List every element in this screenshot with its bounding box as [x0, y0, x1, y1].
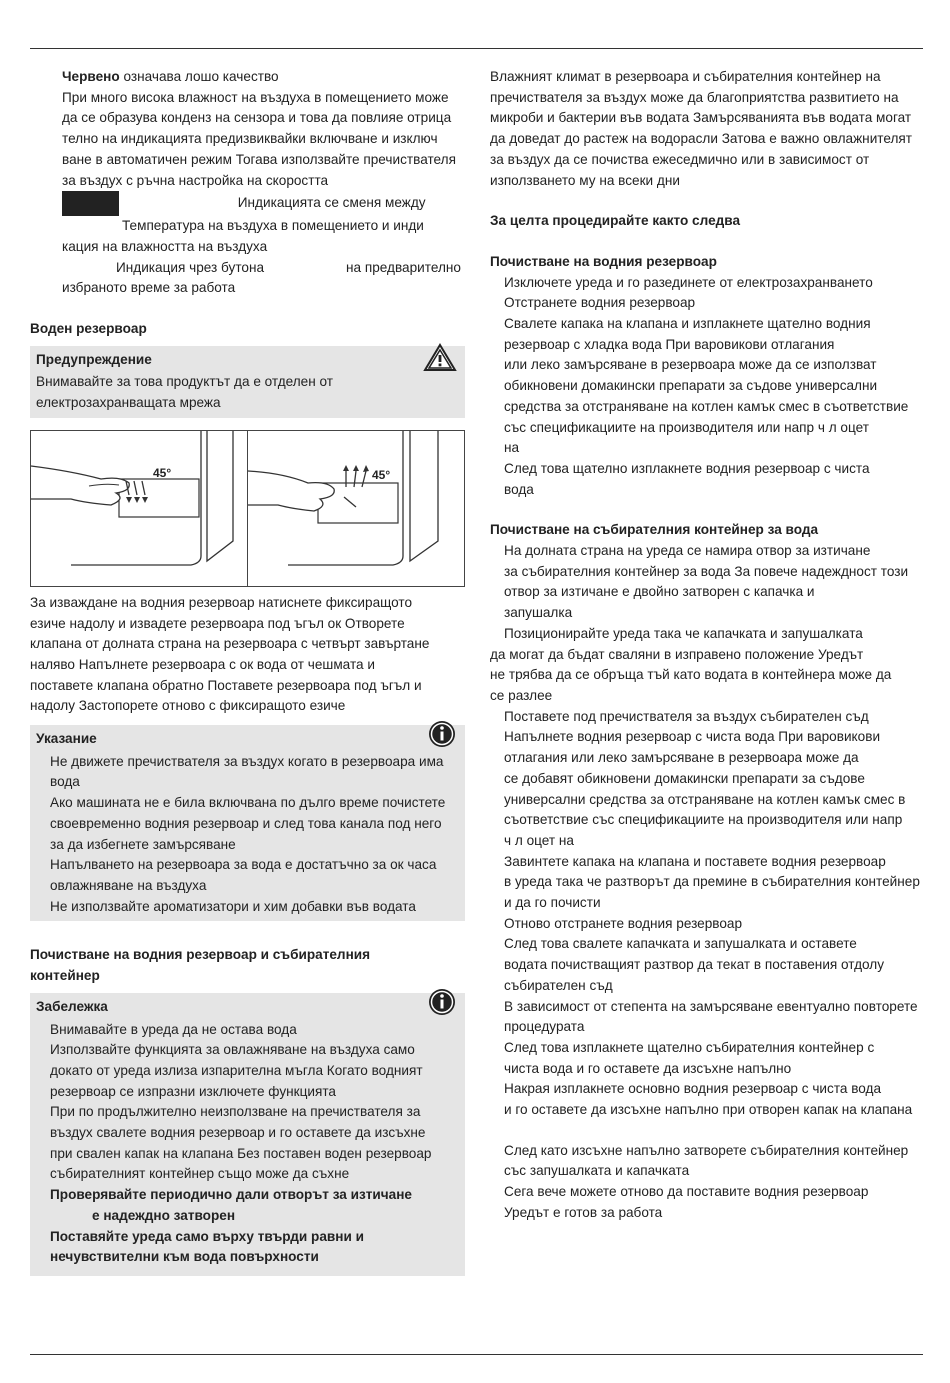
text-line: събирателен съд [504, 977, 613, 993]
remark-box [30, 993, 465, 1276]
text-line: процедурата [504, 1019, 585, 1035]
text-line: отлагания или леко замърсяване в резервоара може да [504, 750, 859, 766]
right-column [490, 67, 925, 1224]
top-rule [30, 48, 923, 49]
tank-clean-steps [490, 273, 925, 501]
text-line: Напълнете водния резервоар с чиста вода При варовикови [504, 729, 881, 745]
text-line: електрозахранващата мрежа [36, 395, 221, 411]
text-line: чиста вода и го оставете да изсъхне напълно [504, 1060, 792, 1076]
text-line: Използвайте функцията за овлажняване на въздуха само [50, 1042, 415, 1058]
display-line-1 [30, 191, 465, 216]
text-line: Изключете уреда и го разединете от електрозахранването [504, 274, 873, 290]
text-line: се добавят обикновени домакински препарати за съдове [504, 770, 865, 786]
text-line: съответствие със спецификациите на производителя или напр [504, 812, 903, 828]
text-line: със спецификациите на производителя или напр ч л оцет [504, 419, 869, 435]
text-line: водата почистващият разтвор да текат в поставения отдолу [504, 957, 885, 973]
text-line: на [504, 440, 520, 456]
text-line: поставете клапана обратно Поставете резервоара под ъгъл и [30, 677, 422, 693]
text-line: вода [504, 481, 534, 497]
display-text-1: Индикацията се сменя между [237, 195, 426, 211]
text-line: универсални средства за отстраняване на котлен камък смес в [504, 791, 906, 807]
bold-text-line: Проверявайте периодично дали отворът за изтичане [50, 1187, 412, 1203]
text-line: След това щателно изплакнете водния резервоар с чиста [504, 460, 870, 476]
display-line-2 [30, 216, 465, 237]
text-line: Уредът е готов за работа [504, 1204, 663, 1220]
text-line: Накрая изплакнете основно водния резервоар с чиста вода [504, 1081, 882, 1097]
text-line: езиче надолу и извадете резервоара под ъгъл ок Отворете [30, 615, 405, 631]
red-text: означава лошо качество [119, 69, 279, 84]
container-heading: Почистване на събирателния контейнер за вода [490, 522, 819, 538]
text-line: и да го почисти [504, 895, 601, 911]
text-line: Не движете пречиствателя за въздух когато в резервоара има [50, 753, 444, 769]
text-line: в уреда така че разтворът да премине в събирателния контейнер [504, 874, 920, 890]
text-line: да доведат до растеж на водорасли Затова е важно овлажнителят [490, 131, 912, 147]
warning-title: Предупреждение [36, 351, 152, 367]
bold-text-line: Поставяйте уреда само върху твърди равни и [50, 1228, 364, 1244]
tank-removal-figures [30, 430, 465, 587]
text-line: да се образува конденз на сензора и това да повлияе отрица [62, 110, 452, 126]
text-line: Внимавайте за това продуктът да е отделен от [36, 374, 333, 390]
text-line: да могат да бъдат сваляни в изправено положение Уредът [490, 646, 864, 662]
text-line: Отстранете водния резервоар [504, 295, 696, 311]
text-line: не трябва да се обръща тъй като водата в контейнера може да [490, 667, 892, 683]
display-text-2: Температура на въздуха в помещението и инди [122, 218, 424, 234]
text-line: резервоар се изпразни изключете функцията [50, 1083, 336, 1099]
removal-paragraph [30, 593, 465, 717]
note-title: Указание [36, 731, 97, 747]
text-line: След като изсъхне напълно затворете събирателния контейнер [504, 1142, 909, 1158]
display-line-3: кация на влажността на въздуха [62, 238, 268, 254]
text-line: обикновени домакински препарати за съдове универсални [504, 378, 878, 394]
figure-press-tab [31, 431, 247, 586]
figure-pull-out [247, 431, 464, 586]
text-line: вода [50, 774, 80, 790]
text-line: отвор за изтичане е двойно затворен с капачка и [504, 584, 815, 600]
text-line: Внимавайте в уреда да не остава вода [50, 1021, 297, 1037]
text-line: за въздух да се почиства ежеседмично или в зависимост от [490, 151, 870, 167]
text-line: събирателният контейнер също може да съхне [50, 1166, 350, 1182]
text-line: телно на индикацията предизвиквайки включване и изключ [62, 131, 438, 147]
container-steps [490, 541, 925, 1224]
tank-heading: Воден резервоар [30, 321, 147, 337]
bold-text-line: нечувствителни към вода повърхности [50, 1249, 319, 1265]
warning-triangle-icon [423, 342, 457, 379]
text-line: своевременно водния резервоар и след това канала под него [50, 815, 442, 831]
procedure-heading: За целта процедирайте както следва [490, 213, 741, 229]
timer-text-b: на предварително [346, 259, 461, 275]
angle-label: 45° [372, 467, 391, 482]
text-line: За изваждане на водния резервоар натиснете фиксиращото [30, 594, 413, 610]
text-line: На долната страна на уреда се намира отвор за изтичане [504, 543, 871, 559]
text-line: При по продължително неизползване на пречиствателя за [50, 1104, 421, 1120]
text-line: наляво Напълнете резервоара с ок вода от чешмата и [30, 656, 375, 672]
text-line: Свалете капака на клапана и изплакнете щателно водния [504, 316, 871, 332]
text-line: ч л оцет на [504, 832, 574, 848]
text-line: въздух свалете водния резервоар и го оставете да изсъхне [50, 1125, 426, 1141]
text-line: Поставете под пречиствателя за въздух събирателен съд [504, 708, 869, 724]
text-line: за въздух с ръчна настройка на скоростта [62, 172, 329, 188]
text-line: овлажняване на въздуха [50, 877, 207, 893]
text-line: използването му на всеки дни [490, 172, 680, 188]
text-line: за да избегнете замърсяване [50, 836, 236, 852]
text-line: със запушалката и капачката [504, 1163, 690, 1179]
red-label: Червено [62, 69, 120, 84]
info-icon [427, 987, 457, 1024]
text-line: След това изплакнете щателно събирателния контейнер с [504, 1039, 875, 1055]
red-quality-line [30, 67, 465, 88]
text-line: микроби и бактерии във водата Замърсяванията във водата могат [490, 110, 912, 126]
text-line: Завинтете капака на клапана и поставете водния резервоар [504, 853, 886, 869]
timer-line-2: избраното време за работа [62, 280, 236, 296]
warning-box [30, 346, 465, 418]
cleaning-heading-line-1: Почистване на водния резервоар и събирателния [30, 947, 371, 963]
text-line: докато от уреда излиза изпарителна мъгла Когато водният [50, 1062, 423, 1078]
text-line: Сега вече можете отново да поставите водния резервоар [504, 1184, 869, 1200]
text-line: Ако машината не е била включвана по дълго време почистете [50, 795, 446, 811]
left-column [30, 67, 465, 1276]
bottom-rule [30, 1354, 923, 1355]
text-line: клапана от долната страна на резервоара с четвърт завъртане [30, 636, 430, 652]
text-line: При много висока влажност на въздуха в помещението може [62, 89, 449, 105]
text-line: запушалка [504, 605, 573, 621]
text-line: или леко замърсяване в резервоара може да се използват [504, 357, 877, 373]
text-line: средства за отстраняване на котлен камък смес в съответствие [504, 398, 909, 414]
remark-title: Забележка [36, 998, 108, 1014]
text-line: Отново отстранете водния резервоар [504, 915, 743, 931]
text-line: надолу Застопорете отново с фиксиращото езиче [30, 698, 346, 714]
text-line: Позиционирайте уреда така че капачката и запушалката [504, 625, 863, 641]
text-line: пречиствателя за въздух може да благоприятства развитието на [490, 89, 899, 105]
display-button-symbol [62, 191, 119, 216]
text-line: за събирателния контейнер за вода За повече надеждност този [504, 563, 909, 579]
timer-line-1 [30, 258, 465, 279]
note-box [30, 725, 465, 921]
text-line: ване в автоматичен режим Тогава използвайте пречиствателя [62, 151, 456, 167]
tank-clean-heading: Почистване на водния резервоар [490, 253, 717, 269]
text-line: Напълването на резервоара за вода е достатъчно за ок часа [50, 857, 437, 873]
text-line: при свален капак на клапана Без поставен воден резервоар [50, 1145, 432, 1161]
timer-text-a: Индикация чрез бутона [116, 259, 265, 275]
text-line: Не използвайте ароматизатори и хим добавки във водата [50, 898, 416, 914]
text-line: В зависимост от степента на замърсяване евентуално повторете [504, 998, 918, 1014]
info-icon [427, 719, 457, 756]
cleaning-heading-line-2: контейнер [30, 968, 100, 984]
bold-text-line: е надеждно затворен [92, 1207, 236, 1223]
text-line: се разлее [490, 687, 553, 703]
angle-label: 45° [153, 465, 172, 480]
intro-paragraph [490, 67, 925, 191]
text-line: и го оставете да изсъхне напълно при отворен капак на клапана [504, 1102, 913, 1118]
text-line: резервоар с хладка вода При варовикови отлагания [504, 336, 835, 352]
text-line: Влажният климат в резервоара и събирателния контейнер на [490, 69, 881, 84]
text-line: След това свалете капачката и запушалката и оставете [504, 936, 857, 952]
humidity-paragraph [30, 88, 465, 192]
